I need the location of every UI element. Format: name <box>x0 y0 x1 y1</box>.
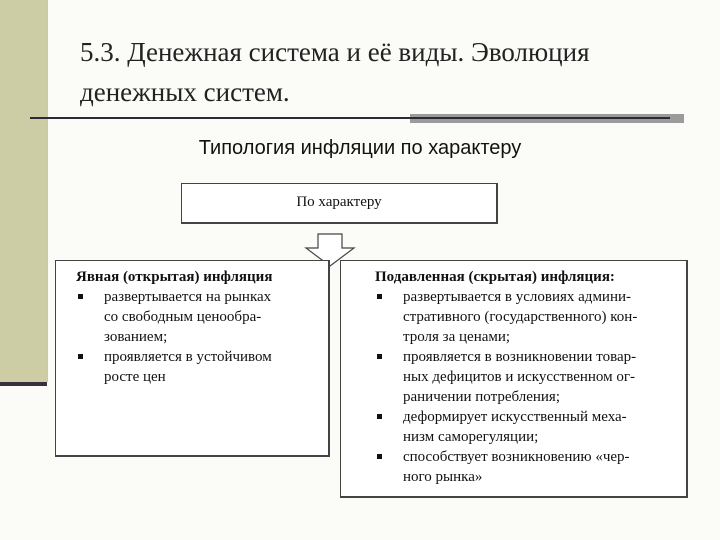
side-accent-underline <box>0 382 47 386</box>
list-item-line: проявляется в возникновении товар- <box>403 349 637 365</box>
title-underline <box>30 117 670 119</box>
list-item-line: развертывается на рынках <box>104 289 272 305</box>
list-item <box>375 447 678 487</box>
list-item-line: росте цен <box>104 369 166 385</box>
list-item-line: зованием; <box>104 329 168 345</box>
suppressed-inflation-heading: Подавленная (скрытая) инфляция: <box>375 269 615 285</box>
side-divider-line <box>47 0 48 382</box>
side-accent-band <box>0 0 47 382</box>
list-item-line: низм саморегуляции; <box>403 429 539 445</box>
open-inflation-list <box>76 287 320 387</box>
list-item-line: со свободным ценообра- <box>104 309 262 325</box>
list-item-line: троля за ценами; <box>403 329 511 345</box>
open-inflation-box <box>55 260 330 457</box>
suppressed-inflation-list <box>375 287 678 487</box>
list-item <box>375 287 678 347</box>
open-inflation-heading: Явная (открытая) инфляция <box>76 269 273 285</box>
list-item <box>76 347 320 387</box>
list-item <box>76 287 320 347</box>
list-item <box>375 407 678 447</box>
list-item-line: стративного (государственного) кон- <box>403 309 638 325</box>
classification-box: По характеру <box>181 183 498 224</box>
list-item <box>375 347 678 407</box>
slide-title <box>80 32 700 112</box>
slide-title-line-1: 5.3. Денежная система и её виды. Эволюция <box>80 37 590 67</box>
suppressed-inflation-box <box>340 260 688 498</box>
slide-subtitle: Типология инфляции по характеру <box>198 137 522 159</box>
list-item-line: раничении потребления; <box>403 389 560 405</box>
list-item-line: ного рынка» <box>403 469 483 485</box>
slide-title-line-2: денежных систем. <box>80 77 290 107</box>
list-item-line: ных дефицитов и искусственном ог- <box>403 369 636 385</box>
list-item-line: деформирует искусственный меха- <box>403 409 627 425</box>
list-item-line: развертывается в условиях админи- <box>403 289 632 305</box>
list-item-line: проявляется в устойчивом <box>104 349 272 365</box>
list-item-line: способствует возникновению «чер- <box>403 449 630 465</box>
